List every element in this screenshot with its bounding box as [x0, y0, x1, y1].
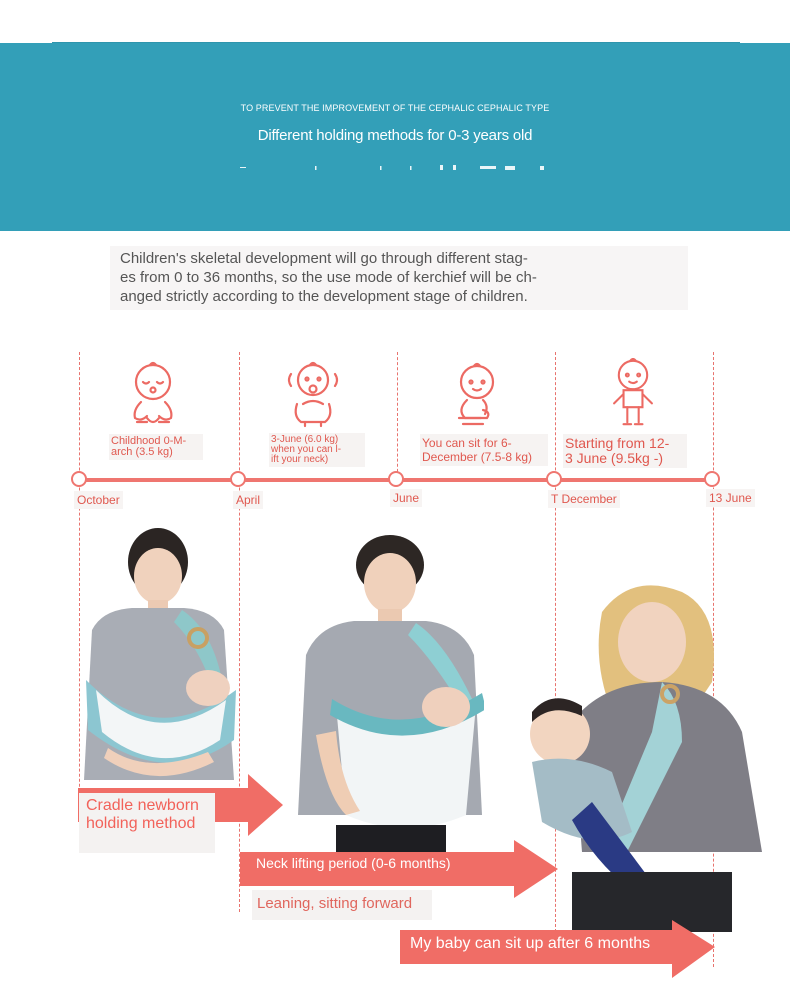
intro-line: anged strictly according to the development stage of children. — [120, 288, 528, 305]
header-headline: Different holding methods for 0-3 years old — [257, 127, 533, 144]
stage-label-line: when you can l- — [271, 444, 342, 455]
sit-up-label: My baby can sit up after 6 months — [410, 935, 651, 952]
stage-label-newborn — [109, 434, 203, 460]
cradle-label — [86, 797, 216, 833]
stage-label-line: Childhood 0-M- — [111, 435, 187, 447]
stage-label-line: 3-June (6.0 kg) — [271, 434, 339, 445]
stage-label-line: December (7.5-8 kg) — [422, 450, 533, 464]
cradle-hold-photo — [78, 520, 238, 790]
sleeping-baby-icon — [123, 360, 183, 430]
stage-label-line: 3 June (9.5kg -) — [565, 450, 664, 466]
baby-lifting-neck-icon — [283, 360, 343, 430]
timeline-date: October — [74, 491, 123, 509]
timeline-date: 13 June — [706, 489, 755, 507]
stage-label-line: You can sit for 6- — [422, 436, 512, 450]
timeline-node — [230, 471, 246, 487]
decorative-marks — [230, 164, 560, 172]
timeline-node — [71, 471, 87, 487]
sitting-baby-icon — [445, 360, 505, 430]
leaning-label: Leaning, sitting forward — [257, 895, 413, 912]
neck-lifting-label: Neck lifting period (0-6 months) — [256, 855, 451, 871]
stage-label-line: arch (3.5 kg) — [111, 446, 173, 458]
stage-label-line: ift your neck) — [271, 454, 329, 465]
neck-lifting-photo — [296, 535, 484, 855]
timeline-date: T December — [548, 490, 620, 508]
cradle-label-line: holding method — [86, 815, 196, 832]
stage-label-neck — [269, 433, 365, 467]
timeline-date: April — [233, 491, 263, 509]
intro-paragraph — [120, 249, 680, 306]
standing-baby-icon — [603, 358, 663, 428]
timeline-node — [704, 471, 720, 487]
stage-label-standing — [563, 434, 687, 468]
intro-line: es from 0 to 36 months, so the use mode of kerchief will be ch- — [120, 269, 537, 286]
timeline-date: June — [390, 489, 422, 507]
stage-label-line: Starting from 12- — [565, 435, 670, 451]
stage-label-sitting — [420, 434, 548, 466]
header-kicker: TO PREVENT THE IMPROVEMENT OF THE CEPHALIC CEPHALIC TYPE — [240, 103, 550, 113]
timeline-node — [546, 471, 562, 487]
intro-line: Children's skeletal development will go through different stag- — [120, 250, 528, 267]
timeline-node — [388, 471, 404, 487]
cradle-label-line: Cradle newborn — [86, 797, 199, 814]
timeline-divider — [397, 352, 398, 482]
